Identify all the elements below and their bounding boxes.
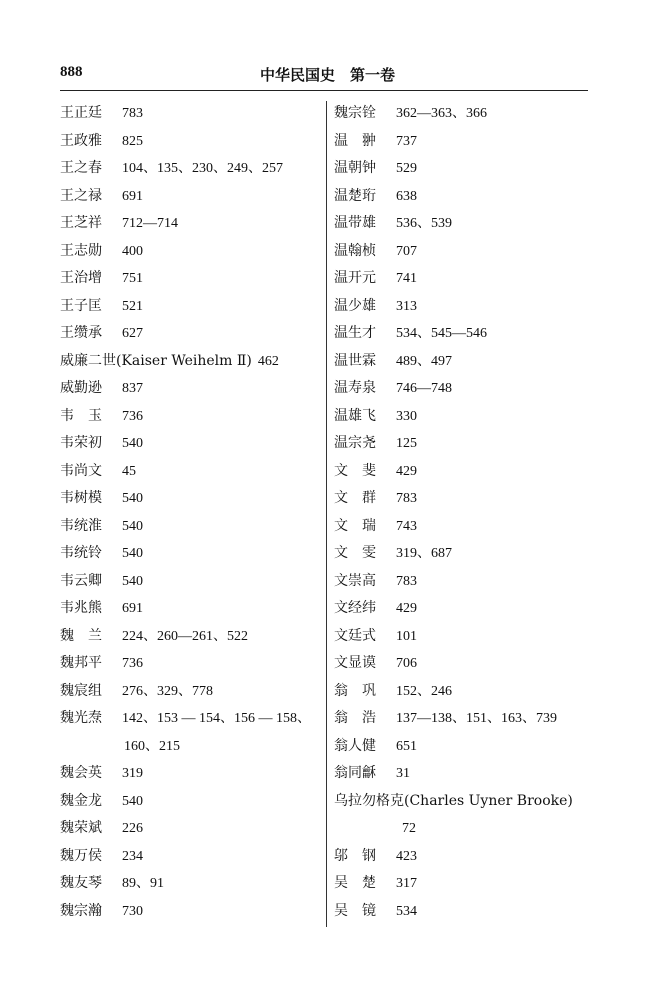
entry-pages: 540 xyxy=(122,491,143,506)
index-entry xyxy=(334,623,594,651)
entry-pages: 489、497 xyxy=(396,353,452,369)
index-entry xyxy=(334,100,594,128)
index-entry xyxy=(334,870,594,898)
entry-name: 魏会英 xyxy=(60,765,102,781)
entry-name: 文 雯 xyxy=(334,545,376,561)
entry-pages: 741 xyxy=(396,271,417,286)
entry-name: 翁人健 xyxy=(334,737,376,754)
entry-name: 魏荣斌 xyxy=(60,820,102,836)
entry-pages: 104、135、230、249、257 xyxy=(122,161,283,176)
entry-pages: 521 xyxy=(122,298,143,314)
index-entry xyxy=(60,898,322,926)
header-rule xyxy=(60,90,588,91)
entry-pages: 837 xyxy=(122,381,143,396)
entry-pages: 234 xyxy=(122,848,143,864)
entry-pages: 534、545—546 xyxy=(396,326,487,341)
entry-pages: 89、91 xyxy=(122,876,164,891)
entry-name: 文经纬 xyxy=(334,600,376,616)
entry-name: 吴 楚 xyxy=(334,875,376,891)
entry-pages: 224、260—261、522 xyxy=(122,628,248,644)
index-entry xyxy=(60,623,322,651)
index-entry xyxy=(334,458,594,486)
entry-pages: 743 xyxy=(396,518,417,534)
entry-name: 王志勋 xyxy=(60,242,102,259)
entry-pages: 736 xyxy=(122,656,143,671)
entry-pages: 152、246 xyxy=(396,683,452,699)
entry-name: 魏宗铨 xyxy=(334,105,376,121)
index-entry xyxy=(334,760,594,788)
entry-name: 翁 浩 xyxy=(334,710,376,726)
entry-name: 魏宗瀚 xyxy=(60,902,102,919)
index-entry xyxy=(334,430,594,458)
index-entry xyxy=(60,403,322,431)
entry-name: 魏宸组 xyxy=(60,682,102,699)
entry-name: 威廉二世(Kaiser Weihelm Ⅱ) xyxy=(60,352,252,369)
entry-name: 温楚珩 xyxy=(334,187,376,204)
left-index-column xyxy=(60,100,322,925)
index-entry xyxy=(334,843,594,871)
index-entry xyxy=(60,870,322,898)
entry-pages: 825 xyxy=(122,133,143,149)
index-entry xyxy=(334,265,594,293)
index-entry xyxy=(60,458,322,486)
entry-pages: 226 xyxy=(122,821,143,836)
entry-pages: 638 xyxy=(396,188,417,204)
entry-name: 温翰桢 xyxy=(334,242,376,259)
entry-pages: 730 xyxy=(122,903,143,919)
entry-pages: 362—363、366 xyxy=(396,106,487,121)
index-entry xyxy=(334,705,594,733)
entry-name: 韦兆熊 xyxy=(60,600,102,616)
entry-pages: 746—748 xyxy=(396,381,452,396)
entry-pages: 276、329、778 xyxy=(122,683,213,699)
entry-name: 韦统铃 xyxy=(60,545,102,561)
entry-pages: 160、215 xyxy=(124,738,180,754)
index-entry xyxy=(334,238,594,266)
index-entry xyxy=(334,128,594,156)
entry-name: 吴 镜 xyxy=(334,902,376,919)
index-entry xyxy=(60,430,322,458)
index-entry xyxy=(334,678,594,706)
entry-name: 韦尚文 xyxy=(60,462,102,479)
index-entry xyxy=(60,485,322,513)
entry-pages: 706 xyxy=(396,656,417,671)
index-entry xyxy=(60,843,322,871)
index-entry xyxy=(60,513,322,541)
entry-pages: 125 xyxy=(396,436,417,451)
index-entry xyxy=(60,650,322,678)
entry-pages: 736 xyxy=(122,408,143,424)
index-entry xyxy=(60,705,322,733)
entry-pages: 691 xyxy=(122,601,143,616)
index-entry xyxy=(334,183,594,211)
index-entry xyxy=(334,788,594,816)
entry-name: 王正廷 xyxy=(60,105,102,121)
entry-pages: 429 xyxy=(396,601,417,616)
entry-name: 王之春 xyxy=(60,160,102,176)
entry-name: 魏光焘 xyxy=(60,710,102,726)
right-index-column xyxy=(334,100,594,925)
entry-name: 文廷式 xyxy=(334,627,376,644)
entry-name: 温带雄 xyxy=(334,215,376,231)
entry-pages: 529 xyxy=(396,161,417,176)
index-entry xyxy=(60,293,322,321)
entry-pages: 691 xyxy=(122,188,143,204)
entry-pages: 429 xyxy=(396,463,417,479)
entry-name: 魏金龙 xyxy=(60,792,102,809)
entry-name: 韦 玉 xyxy=(60,407,102,424)
entry-pages: 317 xyxy=(396,876,417,891)
entry-name: 温雄飞 xyxy=(334,407,376,424)
entry-pages: 423 xyxy=(396,848,417,864)
index-entry xyxy=(334,485,594,513)
entry-pages: 45 xyxy=(122,463,136,479)
index-entry xyxy=(60,128,322,156)
index-entry xyxy=(334,513,594,541)
page-number: 888 xyxy=(60,64,83,80)
entry-name: 翁同龢 xyxy=(334,765,376,781)
entry-pages: 540 xyxy=(122,518,143,534)
entry-pages: 783 xyxy=(122,106,143,121)
entry-pages: 400 xyxy=(122,243,143,259)
entry-pages: 31 xyxy=(396,766,410,781)
entry-name: 文 瑞 xyxy=(334,517,376,534)
entry-name: 王治增 xyxy=(60,270,102,286)
index-entry xyxy=(334,650,594,678)
entry-name: 王子匡 xyxy=(60,297,102,314)
entry-pages: 712—714 xyxy=(122,216,178,231)
index-entry xyxy=(334,403,594,431)
index-entry xyxy=(334,898,594,926)
entry-name: 韦荣初 xyxy=(60,435,102,451)
entry-pages: 651 xyxy=(396,738,417,754)
entry-name: 韦云卿 xyxy=(60,572,102,589)
index-entry xyxy=(60,183,322,211)
entry-name: 邬 钢 xyxy=(334,847,376,864)
index-entry xyxy=(334,733,594,761)
entry-name: 王缵承 xyxy=(60,325,102,341)
entry-pages: 462 xyxy=(257,353,279,369)
index-entry xyxy=(60,100,322,128)
entry-pages: 540 xyxy=(122,436,143,451)
entry-name: 乌拉勿格克(Charles Uyner Brooke) xyxy=(334,792,573,809)
index-entry xyxy=(60,375,322,403)
page-header xyxy=(60,64,588,86)
entry-name: 文 群 xyxy=(334,490,376,506)
index-entry xyxy=(334,815,594,843)
entry-name: 王之禄 xyxy=(60,187,102,204)
entry-name: 温世霖 xyxy=(334,352,376,369)
entry-pages: 319、687 xyxy=(396,546,452,561)
entry-pages: 707 xyxy=(396,243,417,259)
entry-pages: 540 xyxy=(122,573,143,589)
index-entry xyxy=(60,348,322,376)
index-entry xyxy=(60,155,322,183)
running-title: 中华民国史 第一卷 xyxy=(260,66,396,84)
entry-name: 韦统淮 xyxy=(60,517,102,534)
entry-pages: 540 xyxy=(122,546,143,561)
index-entry xyxy=(60,210,322,238)
index-entry xyxy=(60,788,322,816)
index-entry xyxy=(60,320,322,348)
index-entry xyxy=(334,595,594,623)
index-entry xyxy=(334,293,594,321)
entry-pages: 319 xyxy=(122,766,143,781)
index-entry xyxy=(60,238,322,266)
index-entry xyxy=(334,320,594,348)
entry-name: 温朝钟 xyxy=(334,160,376,176)
index-entry xyxy=(60,595,322,623)
index-entry xyxy=(334,155,594,183)
index-entry xyxy=(334,540,594,568)
entry-name: 温 翀 xyxy=(334,132,376,149)
entry-name: 王芝祥 xyxy=(60,215,102,231)
index-entry xyxy=(334,348,594,376)
entry-pages: 534 xyxy=(396,903,417,919)
entry-name: 魏万侯 xyxy=(60,847,102,864)
entry-pages: 137—138、151、163、739 xyxy=(396,711,557,726)
entry-pages: 783 xyxy=(396,573,417,589)
entry-pages: 72 xyxy=(402,821,416,836)
entry-name: 温少雄 xyxy=(334,297,376,314)
column-divider xyxy=(326,101,327,927)
entry-name: 翁 巩 xyxy=(334,682,376,699)
entry-name: 韦树模 xyxy=(60,490,102,506)
entry-pages: 737 xyxy=(396,133,417,149)
entry-pages: 330 xyxy=(396,408,417,424)
index-entry xyxy=(60,540,322,568)
entry-pages: 536、539 xyxy=(396,216,452,231)
entry-pages: 540 xyxy=(122,793,143,809)
entry-name: 温宗尧 xyxy=(334,435,376,451)
index-entry xyxy=(334,210,594,238)
entry-pages: 783 xyxy=(396,491,417,506)
index-entry xyxy=(60,733,322,761)
index-entry xyxy=(60,568,322,596)
entry-name: 温开元 xyxy=(334,270,376,286)
entry-name: 文 斐 xyxy=(334,462,376,479)
entry-name: 文显谟 xyxy=(334,655,376,671)
entry-name: 王政雅 xyxy=(60,132,102,149)
entry-name: 魏 兰 xyxy=(60,627,102,644)
index-entry xyxy=(60,815,322,843)
entry-name: 文崇高 xyxy=(334,572,376,589)
index-entry xyxy=(60,760,322,788)
index-entry xyxy=(60,678,322,706)
entry-name: 温生才 xyxy=(334,325,376,341)
entry-name: 魏邦平 xyxy=(60,655,102,671)
index-entry xyxy=(334,375,594,403)
index-entry xyxy=(60,265,322,293)
entry-name: 温寿泉 xyxy=(334,380,376,396)
entry-pages: 142、153 — 154、156 — 158、 xyxy=(122,711,311,726)
entry-pages: 101 xyxy=(396,628,417,644)
entry-pages: 313 xyxy=(396,298,417,314)
entry-name: 威勤逊 xyxy=(60,380,102,396)
entry-name: 魏友琴 xyxy=(60,875,102,891)
index-entry xyxy=(334,568,594,596)
entry-pages: 627 xyxy=(122,326,143,341)
entry-pages: 751 xyxy=(122,271,143,286)
